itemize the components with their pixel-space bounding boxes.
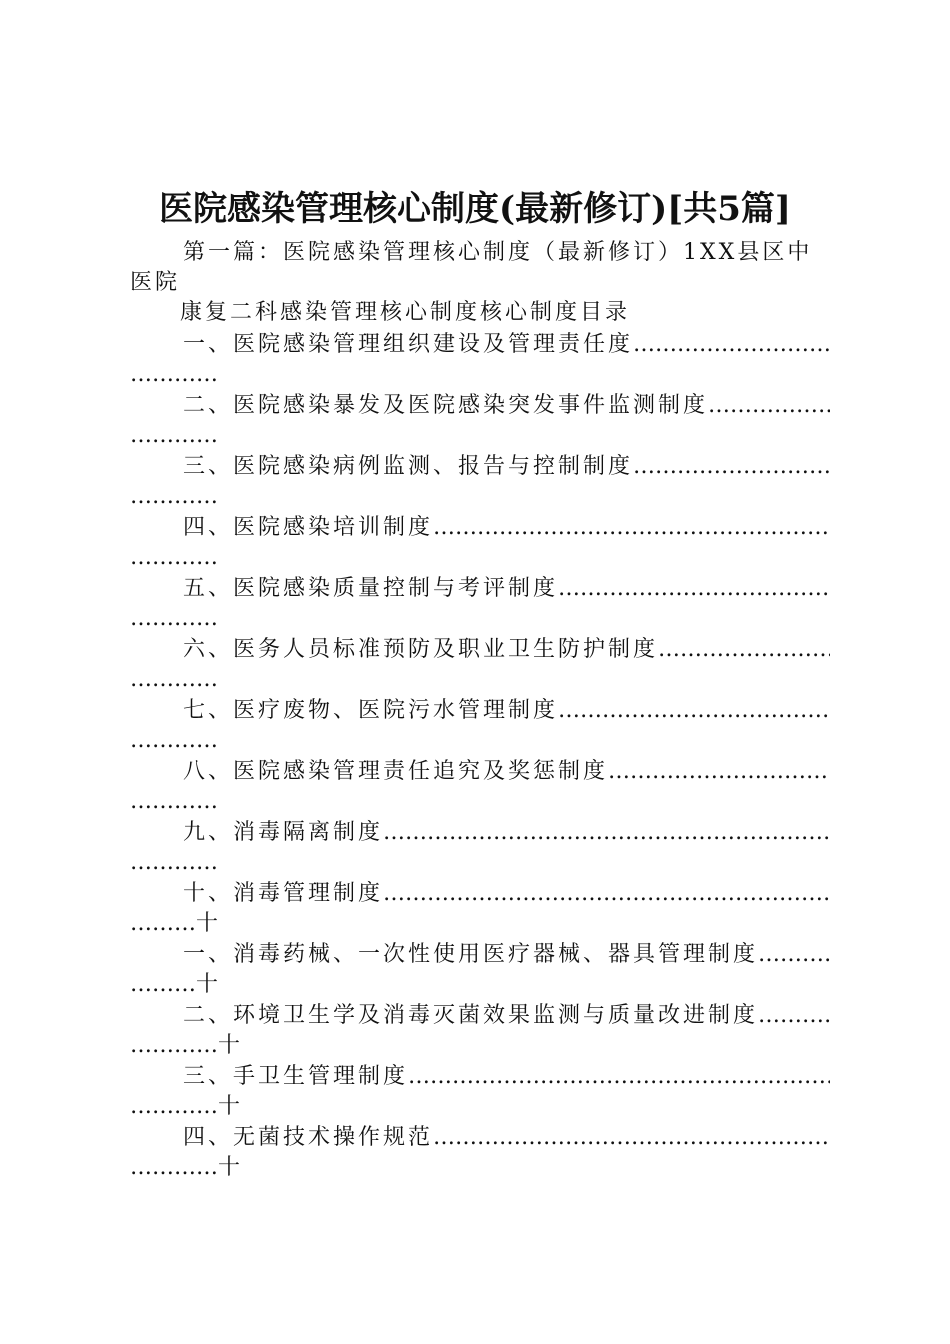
leader-dots-continued: …………	[130, 1094, 218, 1119]
toc-entry-label: 四、医院感染培训制度	[183, 515, 434, 540]
toc-entry	[130, 452, 830, 512]
toc-entry	[130, 879, 830, 939]
toc-entry-label: 二、医院感染暴发及医院感染突发事件监测制度	[183, 393, 709, 418]
leader-dots	[433, 1123, 830, 1153]
leader-dots	[433, 513, 830, 543]
toc-entry-label: 三、医院感染病例监测、报告与控制制度	[183, 454, 634, 479]
leader-dots-continued: ………	[130, 972, 196, 997]
leader-dots-continued: …………	[130, 850, 218, 875]
leader-dots	[558, 574, 830, 604]
leader-dots-continued: …………	[130, 789, 218, 814]
leader-dots	[758, 940, 830, 970]
toc-entry	[130, 1123, 830, 1183]
leader-dots	[608, 757, 830, 787]
toc-entry	[130, 1001, 830, 1061]
toc-entry-label: 六、医务人员标准预防及职业卫生防护制度	[183, 637, 659, 662]
toc-entry	[130, 513, 830, 573]
leader-dots-continued: ………	[130, 911, 196, 936]
toc-entry	[130, 818, 830, 878]
leader-dots	[708, 391, 830, 421]
leader-dots	[658, 635, 830, 665]
toc-entry-page: 十	[196, 972, 219, 997]
toc-entry-page: 十	[218, 1033, 241, 1058]
toc-entry-label: 七、医疗废物、医院污水管理制度	[183, 698, 559, 723]
leader-dots-continued: …………	[130, 1155, 218, 1180]
toc-entry	[130, 1062, 830, 1122]
leader-dots	[383, 879, 830, 909]
toc-entry	[130, 330, 830, 390]
leader-dots	[558, 696, 830, 726]
toc-entry	[130, 635, 830, 695]
document-title: 医院感染管理核心制度(最新修订)[共5篇]	[158, 189, 791, 229]
leader-dots-continued: …………	[130, 728, 218, 753]
toc-entry	[130, 391, 830, 451]
toc-entry	[130, 696, 830, 756]
toc-entry-label: 十、消毒管理制度	[183, 881, 384, 906]
toc-entry-page: 十	[218, 1094, 241, 1119]
leader-dots	[383, 818, 830, 848]
toc-entry-page: 十	[196, 911, 219, 936]
toc-entry	[130, 940, 830, 1000]
toc-entry-label: 一、医院感染管理组织建设及管理责任度	[183, 332, 634, 357]
intro-line: 第一篇：医院感染管理核心制度（最新修订）1XX县区中	[183, 240, 813, 265]
leader-dots-continued: …………	[130, 484, 218, 509]
toc-entry-label: 五、医院感染质量控制与考评制度	[183, 576, 559, 601]
toc-entry-label: 九、消毒隔离制度	[183, 820, 384, 845]
toc-entry-label: 三、手卫生管理制度	[183, 1064, 409, 1089]
leader-dots-continued: …………	[130, 667, 218, 692]
toc-entry-label: 四、无菌技术操作规范	[183, 1125, 434, 1150]
leader-dots-continued: …………	[130, 423, 218, 448]
toc-entry	[130, 574, 830, 634]
intro-line-continued: 医院	[130, 270, 181, 295]
leader-dots-continued: …………	[130, 362, 218, 387]
toc-entry-label: 八、医院感染管理责任追究及奖惩制度	[183, 759, 609, 784]
leader-dots-continued: …………	[130, 1033, 218, 1058]
leader-dots	[633, 452, 830, 482]
leader-dots	[758, 1001, 830, 1031]
leader-dots	[408, 1062, 830, 1092]
toc-heading: 康复二科感染管理核心制度核心制度目录	[180, 300, 631, 325]
toc-entry-label: 二、环境卫生学及消毒灭菌效果监测与质量改进制度	[183, 1003, 759, 1028]
leader-dots	[633, 330, 830, 360]
leader-dots-continued: …………	[130, 606, 218, 631]
toc-entry-page: 十	[218, 1155, 241, 1180]
toc-entry-label: 一、消毒药械、一次性使用医疗器械、器具管理制度	[183, 942, 759, 967]
toc-entry	[130, 757, 830, 817]
leader-dots-continued: …………	[130, 545, 218, 570]
